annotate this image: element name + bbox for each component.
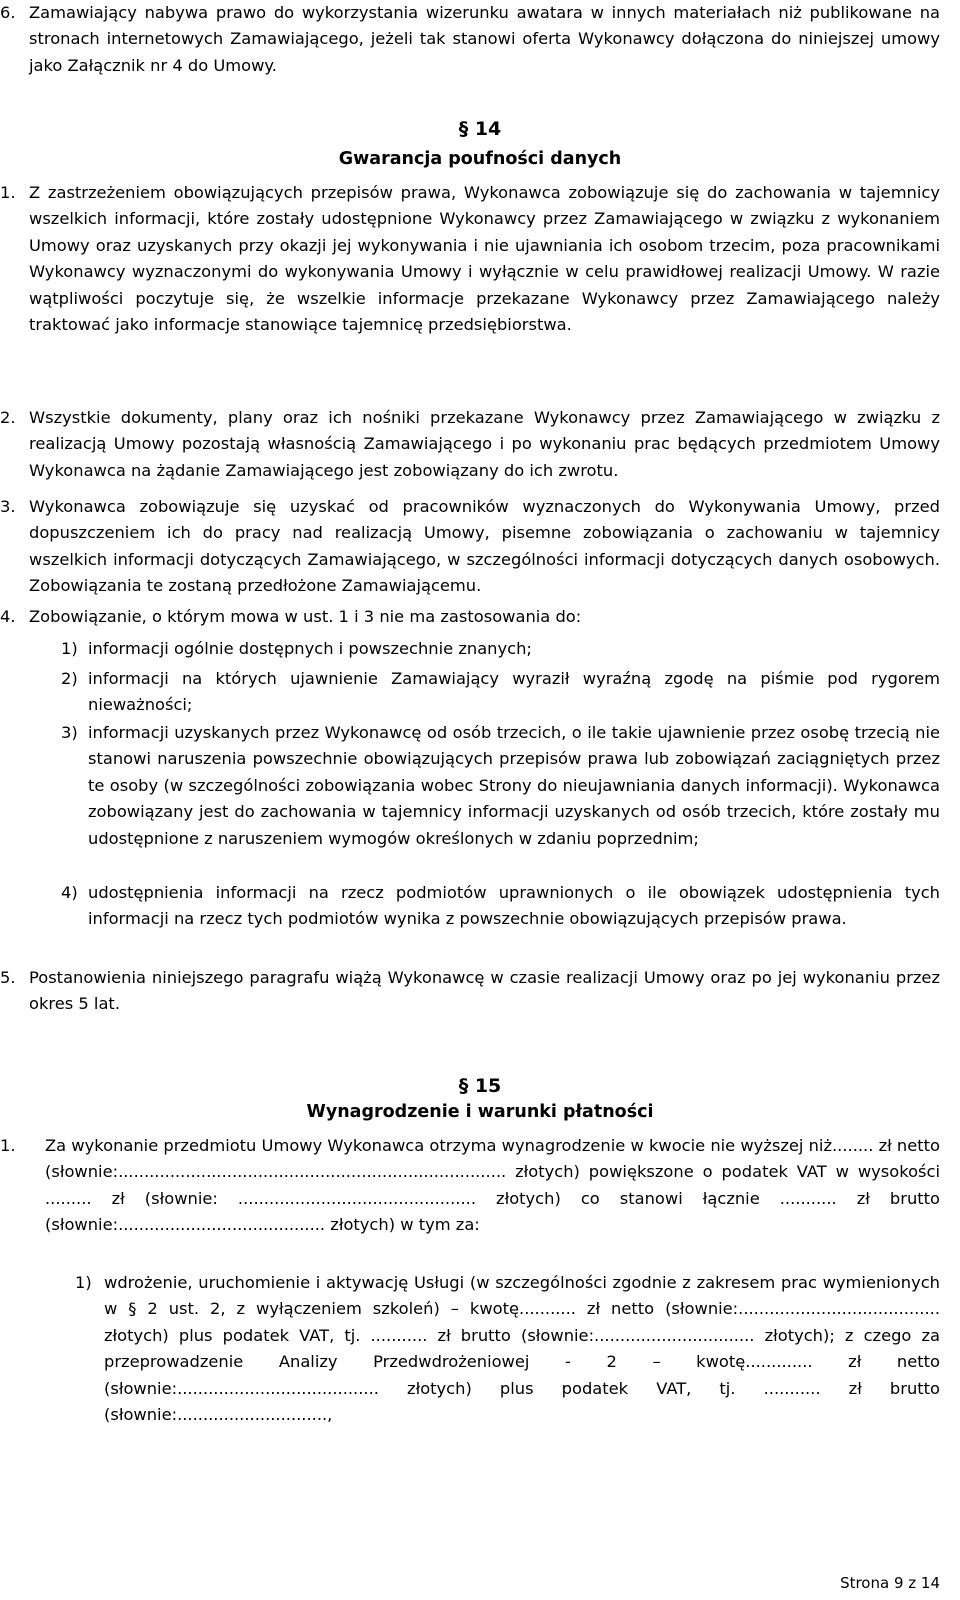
paragraph-text: Zamawiający nabywa prawo do wykorzystania wizerunku awatara w innych materiałach niż publikowane na stronach internetowych Zamawiającego, jeżeli tak stanowi oferta Wykonawcy dołączona do niniejszej umowy jako Załącznik nr 4 do Umowy. <box>29 3 940 75</box>
paragraph-number: 6. <box>0 3 16 22</box>
section-15-title: Wynagrodzenie i warunki płatności <box>306 1102 654 1122</box>
page-number-footer: Strona 9 z 14 <box>840 1574 940 1592</box>
item-text: Postanowienia niniejszego paragrafu wiążą Wykonawcę w czasie realizacji Umowy oraz po jej wykonaniu przez okres 5 lat. <box>29 968 940 1014</box>
subitem-number: 4) <box>61 883 78 902</box>
subitem-number: 3) <box>61 723 78 742</box>
section-14-item-3 <box>0 494 940 600</box>
item-number: 2. <box>0 408 16 427</box>
subitem-text: udostępnienia informacji na rzecz podmiotów uprawnionych o ile obowiązek udostępnienia tych informacji na rzecz tych podmiotów wynika z powszechnie obowiązujących przepisów prawa. <box>88 883 940 929</box>
subitem-number: 2) <box>61 669 78 688</box>
item-number: 1. <box>0 1136 16 1155</box>
subitem-number: 1) <box>75 1273 92 1292</box>
item-text: Wszystkie dokumenty, plany oraz ich nośniki przekazane Wykonawcy przez Zamawiającego w związku z realizacją Umowy pozostają własnością Zamawiającego i po wykonaniu prac będących przedmiotem Umowy Wykonawca na żądanie Zamawiającego jest zobowiązany do ich zwrotu. <box>29 408 940 480</box>
section-14-item-5 <box>0 965 940 1018</box>
paragraph-6 <box>0 0 940 79</box>
subitem-text: wdrożenie, uruchomienie i aktywację Usługi (w szczególności zgodnie z zakresem prac wymienionych w § 2 ust. 2, z wyłączeniem szkoleń) – kwotę........... zł netto (słownie:....................................... złotych) plus podatek VAT, tj. ........... zł brutto (słownie:............................... złotych); z czego za przeprowadzenie Analizy Przedwdrożeniowej - 2 – kwotę............. zł netto (słownie:....................................... złotych) plus podatek VAT, tj. ........... zł brutto (słownie:............................., <box>104 1273 940 1425</box>
subitem-text: informacji na których ujawnienie Zamawiający wyraził wyraźną zgodę na piśmie pod rygorem nieważności; <box>88 669 940 715</box>
item-number: 1. <box>0 183 16 202</box>
section-14-title: Gwarancja poufności danych <box>338 149 622 169</box>
item-text: Zobowiązanie, o którym mowa w ust. 1 i 3 nie ma zastosowania do: <box>29 607 582 626</box>
section-14-item-2 <box>0 405 940 484</box>
section-15-subitem-1 <box>75 1270 940 1428</box>
subitem-text: informacji ogólnie dostępnych i powszechnie znanych; <box>88 639 532 658</box>
section-14-subitem-1 <box>61 636 940 662</box>
section-14-item-1 <box>0 180 940 338</box>
subitem-text: informacji uzyskanych przez Wykonawcę od osób trzecich, o ile takie ujawnienie przez osobę trzecią nie stanowi naruszenia powszechnie obowiązujących przepisów prawa lub zobowiązań zaciągniętych przez te osoby (w szczególności zobowiązania wobec Strony do nieujawniania danych informacji). Wykonawca zobowiązany jest do zachowania w tajemnicy informacji uzyskanych od osób trzecich, które zostały mu udostępnione z naruszeniem wymogów określonych w zdaniu poprzednim; <box>88 723 940 848</box>
section-15-number: § 15 <box>458 1075 502 1097</box>
section-14-number: § 14 <box>458 118 502 140</box>
section-14-subitem-2 <box>61 666 940 719</box>
subitem-number: 1) <box>61 639 78 658</box>
item-number: 5. <box>0 968 16 987</box>
section-15-item-1 <box>0 1133 940 1239</box>
item-text: Z zastrzeżeniem obowiązujących przepisów prawa, Wykonawca zobowiązuje się do zachowania w tajemnicy wszelkich informacji, które zostały udostępnione Wykonawcy przez Zamawiającego w związku z wykonaniem Umowy oraz uzyskanych przy okazji jej wykonywania i nie ujawniania ich osobom trzecim, poza pracownikami Wykonawcy wyznaczonymi do wykonywania Umowy i wyłącznie w celu prawidłowej realizacji Umowy. W razie wątpliwości poczytuje się, że wszelkie informacje przekazane Wykonawcy przez Zamawiającego należy traktować jako informacje stanowiące tajemnicę przedsiębiorstwa. <box>29 183 940 335</box>
section-14-item-4 <box>0 604 940 630</box>
section-14-subitem-4 <box>61 880 940 933</box>
section-14-subitem-3 <box>61 720 940 852</box>
item-number: 4. <box>0 607 16 626</box>
item-number: 3. <box>0 497 16 516</box>
item-text: Wykonawca zobowiązuje się uzyskać od pracowników wyznaczonych do Wykonywania Umowy, przed dopuszczeniem ich do pracy nad realizacją Umowy, pisemne zobowiązania o zachowaniu w tajemnicy wszelkich informacji dotyczących Zamawiającego, w szczególności informacji dotyczących danych osobowych. Zobowiązania te zostaną przedłożone Zamawiającemu. <box>29 497 940 596</box>
item-text: Za wykonanie przedmiotu Umowy Wykonawca otrzyma wynagrodzenie w kwocie nie wyższej niż........ zł netto (słownie:........................................................................... złotych) powiększone o podatek VAT w wysokości ......... zł (słownie: .............................................. złotych) co stanowi łącznie ........... zł brutto (słownie:........................................ złotych) w tym za: <box>45 1136 940 1235</box>
